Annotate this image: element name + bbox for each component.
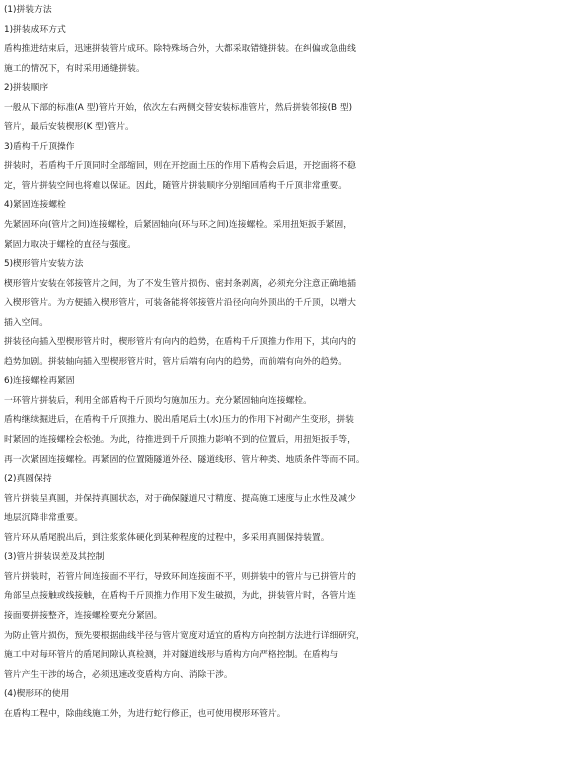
body-text-line: 入楔形管片。为方便插入楔形管片，可装备能将邻接管片沿径向向外顶出的千斤顶，以增大 bbox=[4, 298, 356, 309]
body-text-line: 时紧固的连接螺栓会松弛。为此，待推进到千斤顶推力影响不到的位置后，用扭矩扳手等， bbox=[4, 435, 356, 446]
body-text-line: 管片拼装时，若管片间连接面不平行，导致环间连接面不平，则拼装中的管片与已拼管片的 bbox=[4, 571, 356, 582]
section-heading: 3)盾构千斤顶操作 bbox=[4, 141, 75, 152]
body-text-line: 角部呈点接触或线接触，在盾构千斤顶推力作用下发生破损，为此，拼装管片时，各管片连 bbox=[4, 591, 356, 602]
body-text-line: 紧固力取决于螺栓的直径与强度。 bbox=[4, 239, 136, 250]
body-text-line: 一般从下部的标准(A 型)管片开始，依次左右两侧交替安装标准管片，然后拼装邻接(B 型) bbox=[4, 102, 353, 113]
body-text-line: 趋势加剧。拼装轴向插入型楔形管片时，管片后端有向内的趋势，而前端有向外的趋势。 bbox=[4, 356, 348, 367]
body-text-line: 管片环从盾尾脱出后，到注浆浆体硬化到某种程度的过程中，多采用真圆保持装置。 bbox=[4, 532, 330, 543]
body-text-line: 再一次紧固连接螺栓。再紧固的位置随隧道外径、隧道线形、管片种类、地质条件等而不同。 bbox=[4, 454, 365, 465]
body-text-line: 楔形管片安装在邻接管片之间，为了不发生管片损伤、密封条剥离，必须充分注意正确地插 bbox=[4, 278, 356, 289]
body-text-line: 先紧固环向(管片之间)连接螺栓，后紧固轴向(环与环之间)连接螺栓。采用扭矩扳手紧固， bbox=[4, 220, 353, 231]
section-heading: 5)楔形管片安装方法 bbox=[4, 259, 84, 270]
body-text-line: 施工中对每环管片的盾尾间隙认真检测，并对隧道线形与盾构方向严格控制。在盾构与 bbox=[4, 650, 339, 661]
section-heading: (1)拼装方法 bbox=[4, 5, 52, 15]
body-text-line: 拼装径向插入型楔形管片时，楔形管片有向内的趋势，在盾构千斤顶推力作用下，其向内的 bbox=[4, 337, 356, 348]
section-heading: 6)连接螺栓再紧固 bbox=[4, 376, 75, 387]
body-text-line: 盾构继续掘进后，在盾构千斤顶推力、脱出盾尾后土(水)压力的作用下衬砌产生变形，拼装 bbox=[4, 415, 354, 426]
body-text-line: 在盾构工程中，除曲线施工外，为进行蛇行修正，也可使用楔形环管片。 bbox=[4, 708, 286, 719]
section-heading: (3)管片拼装误差及其控制 bbox=[4, 552, 105, 563]
body-text-line: 拼装时，若盾构千斤顶同时全部缩回，则在开挖面土压的作用下盾构会后退，开挖面将不稳 bbox=[4, 161, 356, 172]
body-text-line: 为防止管片损伤，预先要根据曲线半径与管片宽度对适宜的盾构方向控制方法进行详细研究， bbox=[4, 630, 365, 641]
body-text-line: 管片，最后安装楔形(K 型)管片。 bbox=[4, 122, 134, 133]
body-text-line: 接面要拼接整齐，连接螺栓要充分紧固。 bbox=[4, 610, 163, 621]
body-text-line: 管片产生干涉的场合，必须迅速改变盾构方向、消除干涉。 bbox=[4, 669, 233, 680]
body-text-line: 盾构推进结束后，迅速拼装管片成环。除特殊场合外，大都采取错缝拼装。在纠偏或急曲线 bbox=[4, 44, 356, 55]
body-text-line: 插入空间。 bbox=[4, 317, 48, 328]
body-text-line: 定，管片拼装空间也将难以保证。因此，随管片拼装顺序分别缩回盾构千斤顶非常重要。 bbox=[4, 180, 348, 191]
body-text-line: 管片拼装呈真圆，并保持真圆状态，对于确保隧道尺寸精度、提高施工速度与止水性及减少 bbox=[4, 493, 356, 504]
body-text-line: 施工的情况下，有时采用通缝拼装。 bbox=[4, 63, 145, 74]
section-heading: 2)拼装顺序 bbox=[4, 83, 49, 94]
section-heading: (2)真圆保持 bbox=[4, 474, 52, 485]
body-text-line: 地层沉降非常重要。 bbox=[4, 513, 84, 524]
section-heading: 4)紧固连接螺栓 bbox=[4, 200, 66, 211]
section-heading: 1)拼装成环方式 bbox=[4, 24, 66, 35]
section-heading: (4)楔形环的使用 bbox=[4, 689, 70, 700]
body-text-line: 一环管片拼装后，利用全部盾构千斤顶均匀施加压力。充分紧固轴向连接螺栓。 bbox=[4, 395, 312, 406]
